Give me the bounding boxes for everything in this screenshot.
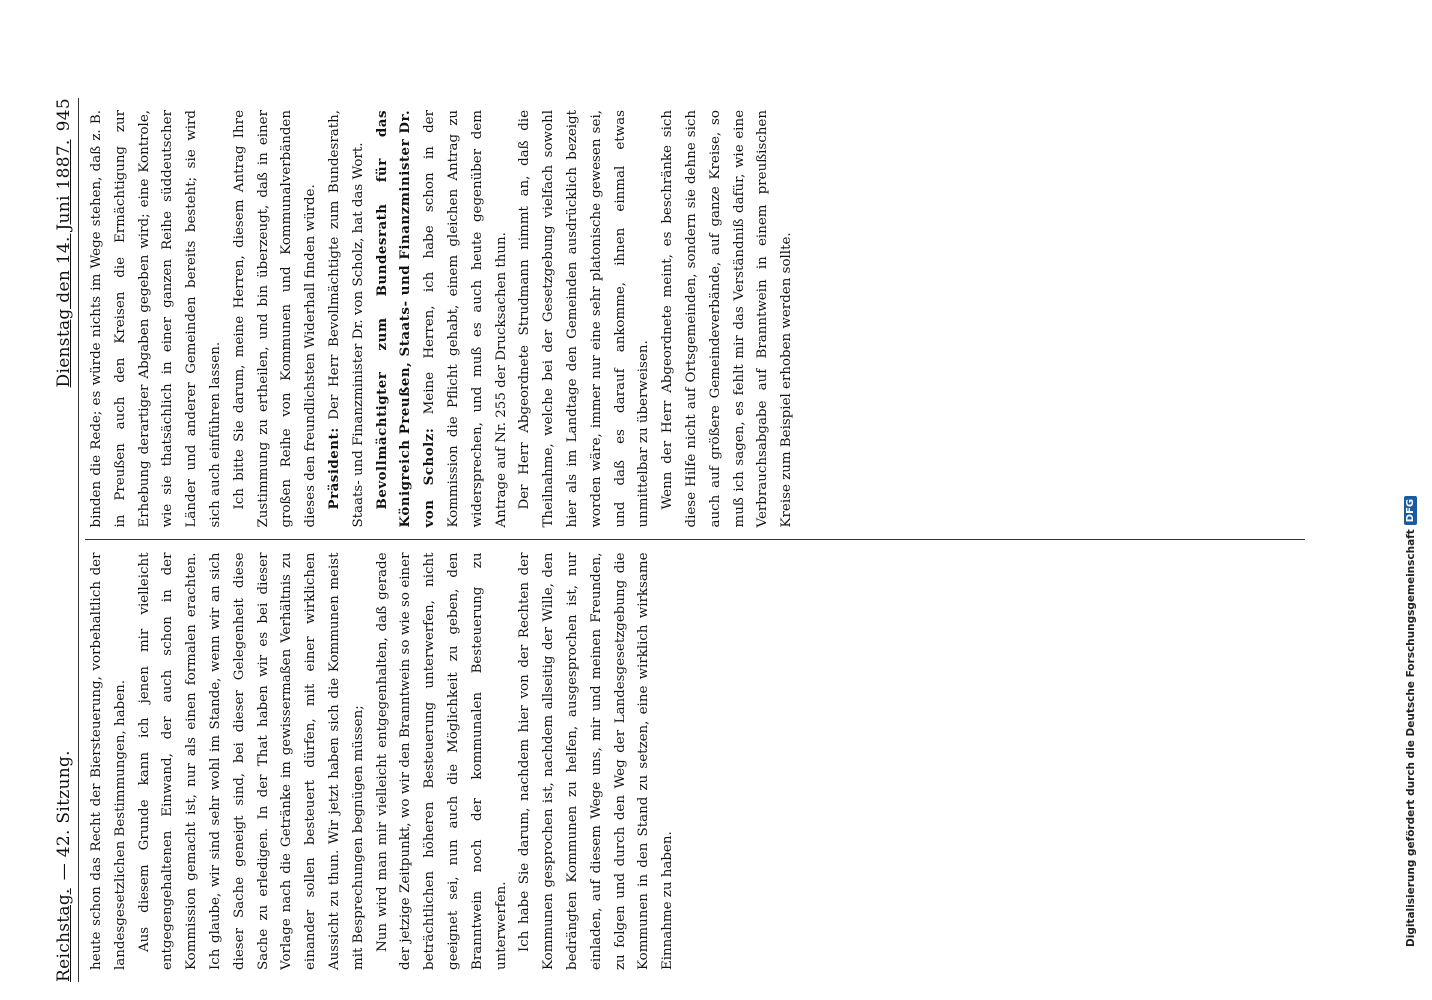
date-label: Dienstag den 14. Juni 1887. (54, 139, 74, 388)
credit-text: Digitalisierung gefördert durch die Deutsche Forschungsgemeinschaft (1404, 529, 1417, 947)
speaker-paragraph (323, 110, 371, 528)
paragraph: Nun wird man mir vielleicht entgegenhalten, daß gerade der jetzige Zeitpunkt, wo wir den Branntwein so wie so einer beträchtlichen höheren Besteuerung unterwerfen, nicht geeignet sei, nun auch die Möglichkeit zu geben, den Branntwein noch der kommunalen Besteuerung zu unterwerfen. (374, 552, 509, 970)
newspaper-page (40, 80, 1340, 1000)
paragraph: binden die Rede; es würde nichts im Wege stehen, daß z. B. in Preußen auch den Kreisen die Ermächtigung zur Erhebung derartiger Abgaben gegeben wird; eine Kontrole, wie sie thatsächlich in einer ganzen Reihe süddeutscher Länder und anderer Gemeinden bereits besteht; sie wird sich auch einführen lassen. (89, 110, 223, 528)
paragraph: Wenn der Herr Abgeordnete meint, es beschränke sich diese Hilfe nicht auf Ortsgemeinden, sondern sie dehne sich auch auf größere Gemeindeverbände, auf ganze Kreise, so muß ich sagen, es fehlt mir das Verständniß dafür, wie eine Verbrauchsabgabe auf Branntwein in einem preußischen Kreise zum Beispiel erhoben werden sollte. (660, 110, 795, 528)
paragraph: Ich bitte Sie darum, meine Herren, diesem Antrag Ihre Zustimmung zu ertheilen, und bin überzeugt, daß in einer großen Reihe von Kommunen und Kommunalverbänden dieses den freundlichsten Widerhall finden würde. (231, 110, 319, 528)
digitization-credit (1404, 496, 1417, 947)
dfg-logo: DFG (1404, 496, 1417, 525)
paragraph: Der Herr Abgeordnete Strudmann nimmt an, daß die Theilnahme, welche bei der Gesetzgebung vielfach sowohl hier als im Landtage den Gemeinden ausdrücklich bezeigt worden wäre, immer nur eine sehr platonische gewesen sei, und daß es darauf ankomme, ihnen einmal etwas unmittelbar zu überweisen. (517, 110, 652, 528)
session-label: — 42. Sitzung. (54, 750, 74, 881)
speaker-label: Präsident: (325, 427, 342, 510)
page-number: 945 (54, 98, 74, 132)
digitization-sidebar (1392, 0, 1432, 1000)
minister-paragraph (371, 110, 514, 528)
paragraph: Aus diesem Grunde kann ich jenen mir vielleicht entgegengehaltenen Einwand, der auch schon in der Kommission gemacht ist, nur als einen formalen erachten. Ich glaube, wir sind sehr wohl im Stande, wenn wir an sich dieser Sache geneigt sind, bei dieser Gelegenheit diese Sache zu erledigen. In der That haben wir es bei dieser Vorlage nach die Getränke im gewissermaßen Verhältnis zu einander sollen besteuert dürfen, mit einer wirklichen Aussicht zu thun. Wir jetzt haben sich die Kommunen meist mit Besprechungen begnügen müssen; (136, 552, 366, 970)
paragraph: heute schon das Recht der Biersteuerung, vorbehaltlich der landesgesetzlichen Bestimmungen, haben. (89, 552, 128, 970)
right-column (85, 98, 1305, 541)
publication-title: Reichstag. (54, 888, 74, 982)
minister-text: Meine Herren, ich habe schon in der Kommission die Pflicht gehabt, einem gleichen Antrag zu widersprechen, und muß es auch heute gegenüber dem Antrage auf Nr. 255 der Drucksachen thun. (422, 110, 509, 528)
text-columns (85, 98, 1305, 982)
left-column (85, 541, 1305, 983)
paragraph: Ich habe Sie darum, nachdem hier von der Rechten der Kommunen gesprochen ist, nachdem allseitig der Wille, den bedrängten Kommunen zu helfen, ausgesprochen ist, nur einladen, auf diesem Wege uns, mir und meinen Freunden, zu folgen und durch den Weg der Landesgesetzgebung die Kommunen in den Stand zu setzen, eine wirklich wirksame Einnahme zu haben. (517, 552, 676, 970)
speaker-text: Der Herr Bevollmächtigte zum Bundesrath, Staats- und Finanzminister Dr. von Scholz, hat das Wort. (326, 110, 366, 528)
running-head (54, 98, 79, 982)
minister-label: Bevollmächtigter zum Bundesrath für das Königreich Preußen, Staats- und Finanzminister Dr. von Scholz: (373, 110, 438, 528)
